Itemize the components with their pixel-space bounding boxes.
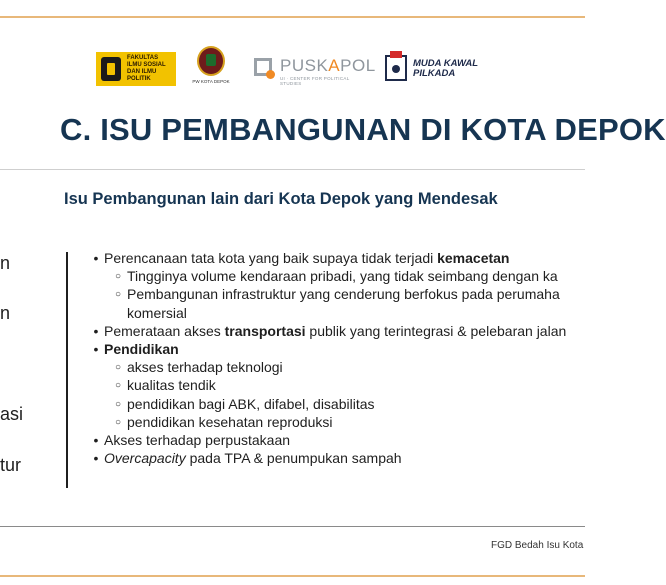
sub-list-item-text: komersial — [127, 304, 187, 321]
sub-list-item — [90, 285, 585, 303]
bullet-icon: • — [93, 250, 99, 266]
puskapol-wordmark: PUSKAPOL — [280, 56, 376, 75]
sub-list-item — [90, 376, 585, 394]
sub-list-item — [90, 267, 585, 285]
ballot-box-icon — [385, 55, 407, 81]
depok-emblem-icon — [197, 46, 225, 76]
sub-list-item-text: akses terhadap teknologi — [127, 359, 283, 376]
left-fragment-2: n — [0, 303, 11, 323]
ui-fisip-logo — [96, 52, 176, 86]
list-item-text: pada TPA & penumpukan sampah — [185, 450, 402, 467]
sub-list-item-text: pendidikan kesehatan reproduksi — [127, 413, 333, 430]
list-item-emphasis: kemacetan — [437, 250, 510, 266]
list-item-text: Perencanaan tata kota yang baik supaya tidak terjadi — [104, 250, 438, 266]
list-item-text: publik yang terintegrasi & pelebaran jalan — [305, 322, 567, 339]
circle-bullet-icon: ○ — [114, 398, 122, 410]
list-item — [90, 322, 585, 340]
pw-kota-depok-caption: PW KOTA DEPOK — [192, 79, 230, 84]
left-fragment-3: asi — [0, 404, 24, 424]
circle-bullet-icon: ○ — [114, 380, 122, 392]
footer-divider — [0, 526, 585, 527]
circle-bullet-icon: ○ — [114, 289, 122, 301]
issue-list — [90, 249, 585, 467]
circle-bullet-icon: ○ — [114, 271, 122, 283]
makara-seal-icon — [101, 57, 121, 81]
list-item-text: Pemerataan akses — [104, 322, 225, 339]
pw-kota-depok-logo — [191, 46, 231, 90]
page-title: C. ISU PEMBANGUNAN DI KOTA DEPOK — [60, 112, 666, 147]
circle-bullet-icon: ○ — [114, 362, 122, 374]
sub-list-item-continuation — [90, 304, 585, 322]
sub-list-item — [90, 395, 585, 413]
sub-list-item-text: Tingginya volume kendaraan pribadi, yang tidak seimbang dengan ka — [127, 268, 558, 285]
left-fragment-1: n — [0, 253, 11, 273]
sub-list-item-text: pendidikan bagi ABK, difabel, disabilitas — [127, 395, 375, 412]
bullet-icon: • — [93, 450, 99, 467]
sub-list-item-text: kualitas tendik — [127, 377, 216, 394]
title-divider — [0, 169, 585, 170]
bullet-icon: • — [93, 431, 99, 448]
bullet-icon: • — [93, 322, 99, 339]
ui-fisip-logo-text: FAKULTAS ILMU SOSIAL DAN ILMU POLITIK — [127, 55, 166, 82]
list-item-text: Akses terhadap perpustakaan — [104, 431, 291, 448]
section-subtitle: Isu Pembangunan lain dari Kota Depok yang Mendesak — [64, 190, 498, 208]
list-item-emphasis: transportasi — [224, 322, 306, 339]
top-divider — [0, 16, 585, 18]
puskapol-tagline: UI · CENTER FOR POLITICAL STUDIES — [280, 76, 350, 86]
sub-list-item — [90, 358, 585, 376]
list-item-emphasis: Pendidikan — [104, 340, 179, 357]
bottom-divider — [0, 575, 585, 577]
footer-text: FGD Bedah Isu Kota — [491, 540, 584, 551]
muda-kawal-pilkada-logo — [385, 53, 485, 85]
puskapol-mark-icon — [254, 58, 272, 76]
bullet-icon: • — [93, 340, 99, 357]
puskapol-logo — [254, 56, 376, 86]
list-item — [90, 449, 585, 467]
circle-bullet-icon: ○ — [114, 416, 122, 428]
list-item — [90, 431, 585, 449]
column-separator — [66, 252, 68, 488]
list-item — [90, 340, 585, 358]
sub-list-item-text: Pembangunan infrastruktur yang cenderung berfokus pada perumaha — [127, 286, 560, 303]
left-fragment-4: tur — [0, 455, 22, 475]
list-item — [90, 249, 585, 267]
list-item-italic: Overcapacity — [104, 450, 186, 467]
muda-kawal-pilkada-text: MUDA KAWAL PILKADA — [413, 58, 479, 79]
sub-list-item — [90, 413, 585, 431]
